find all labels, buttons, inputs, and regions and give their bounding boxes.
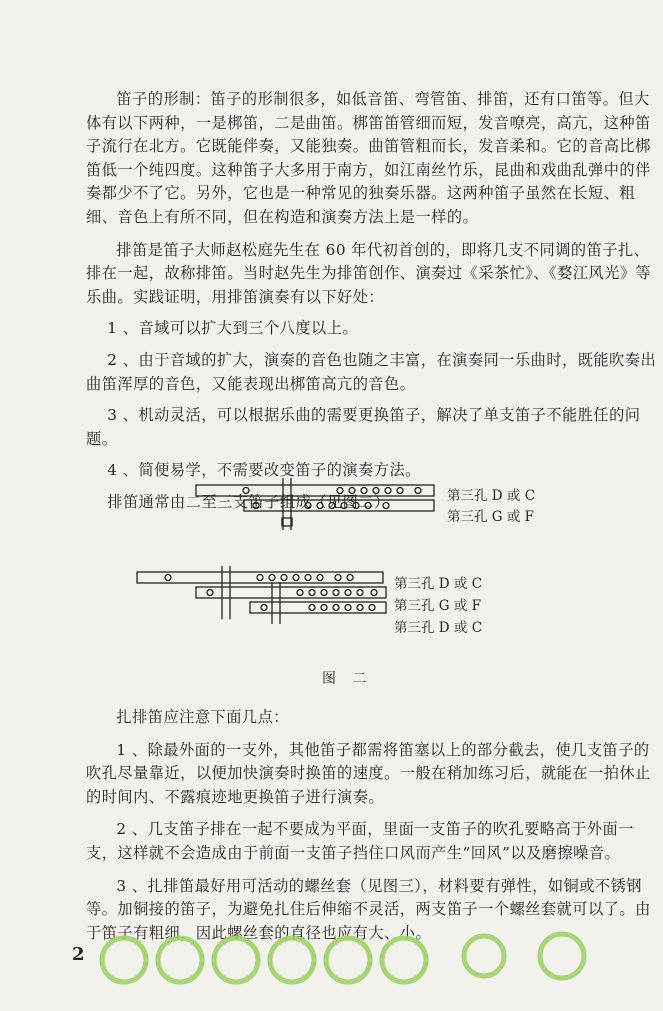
figure-label-top-1: 第三孔 D 或 C bbox=[447, 488, 536, 504]
list-item-1: 1 、音域可以扩大到三个八度以上。 bbox=[107, 319, 359, 338]
figure-label-bottom-3: 第三孔 D 或 C bbox=[394, 620, 483, 636]
inner-flute-top bbox=[244, 500, 434, 511]
watermark-logo bbox=[96, 900, 656, 1010]
figure-caption: 图 二 bbox=[322, 671, 373, 687]
figure-label-bottom-1: 第三孔 D 或 C bbox=[394, 576, 483, 592]
paragraph-paidi-intro: 排笛是笛子大师赵松庭先生在 60 年代初首创的，即将几支不同调的笛子扎、排在一起，故称排笛。当时赵先生为排笛创作、演奏过《采茶忙》、《婺江风光》等乐曲。实践证明，用排笛演奏有以下好处： bbox=[86, 240, 652, 306]
list-item-3: 3 、机动灵活，可以根据乐曲的需要更换笛子，解决了单支笛子不能胜任的问题。 bbox=[86, 406, 641, 448]
note-item-3: 3 、扎排笛最好用可活动的螺丝套（见图三），材料要有弹性，如铜或不锈钢等。加铜接的笛子，为避免扎住后伸缩不灵活，两支笛子一个螺丝套就可以了。由于笛子有粗细，因此螺丝套的直径也应有大、小。 bbox=[86, 876, 651, 942]
figure-label-bottom-2: 第三孔 G 或 F bbox=[394, 598, 482, 614]
note-item-1: 1 、除最外面的一支外，其他笛子都需将笛塞以上的部分截去，使几支笛子的吹孔尽量靠近，以便加快演奏时换笛的速度。一般在稍加练习后，就能在一拍休止的时间内、不露痕迹地更换笛子进行演奏。 bbox=[86, 740, 651, 806]
figure-label-top-2: 第三孔 G 或 F bbox=[447, 509, 535, 525]
outer-flute-bottom bbox=[137, 572, 383, 583]
page-number: 2 bbox=[72, 944, 85, 965]
note-item-2: 2 、几支笛子排在一起不要成为平面，里面一支笛子的吹孔要略高于外面一支，这样就不会造成由于前面一支笛子挡住口风而产生“回风”以及磨擦噪音。 bbox=[86, 820, 634, 862]
paragraph-flute-forms: 笛子的形制：笛子的形制很多，如低音笛、弯管笛、排笛，还有口笛等。但大体有以下两种，一是梆笛，二是曲笛。梆笛笛管细而短，发音嘹亮，高亢，这种笛子流行在北方。它既能伴奏，又能独奏。曲笛管粗而长，发音柔和。它的音高比梆笛低一个纯四度。这种笛子大多用于南方，如江南丝竹乐，昆曲和戏曲乱弹中的伴奏都少不了它。另外，它也是一种常见的独奏乐器。这两种笛子虽然在长短、粗细、音色上有所不同，但在构造和演奏方法上是一样的。 bbox=[86, 90, 651, 226]
outer-flute-top bbox=[196, 485, 434, 496]
list-item-4: 4 、简便易学，不需要改变笛子的演奏方法。 bbox=[107, 461, 421, 480]
body-text-top bbox=[86, 88, 662, 515]
paragraph-notes-heading: 扎排笛应注意下面几点： bbox=[116, 708, 289, 726]
inner-flute-bottom bbox=[250, 602, 386, 613]
list-item-2: 2 、由于音域的扩大，演奏的音色也随之丰富，在演奏同一乐曲时，既能吹奏出曲笛浑厚的音色，又能表现出梆笛高亢的音色。 bbox=[86, 350, 657, 393]
paragraph-composition: 排笛通常由二至三支笛子组成（见图二） bbox=[107, 492, 390, 511]
